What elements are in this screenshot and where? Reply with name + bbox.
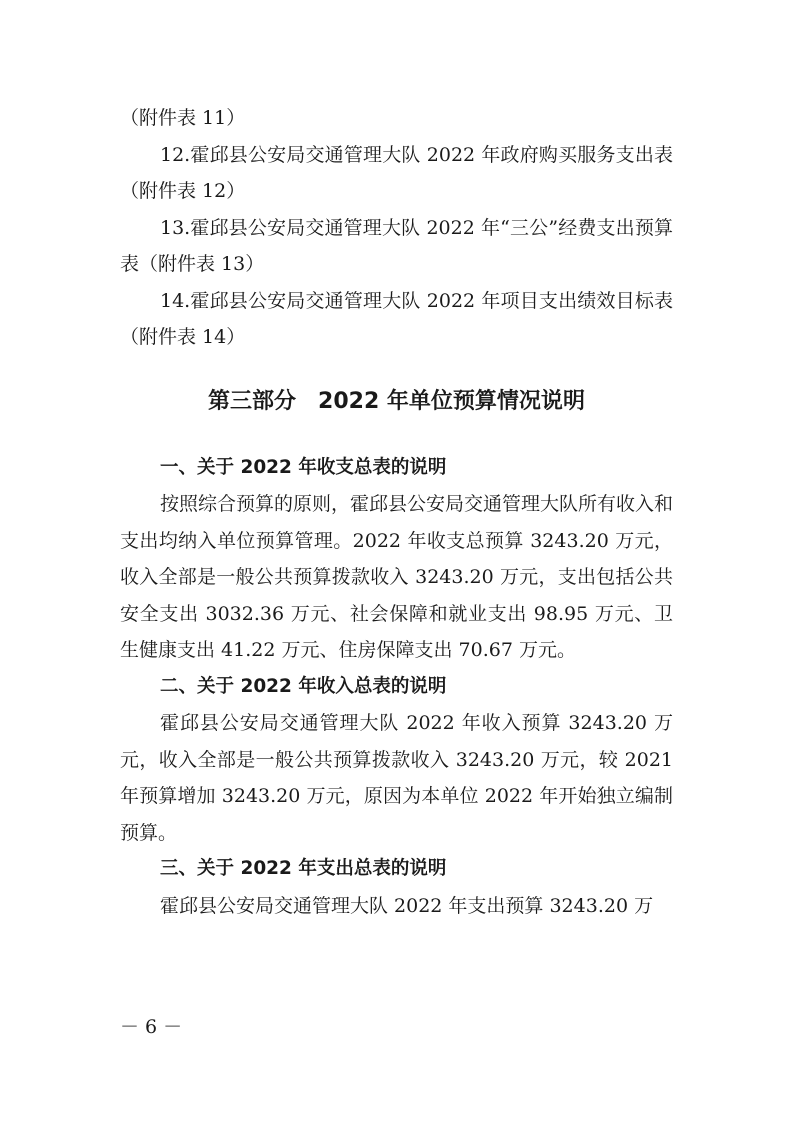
section-body-2: 霍邱县公安局交通管理大队 2022 年收入预算 3243.20 万元，收入全部是一般公共预算拨款收入 3243.20 万元，较 2021 年预算增加 3243.20 万元，原因为本单位 2022 年开始独立编制预算。 (120, 712, 673, 844)
section-heading-1: 一、关于 2022 年收支总表的说明 (160, 456, 447, 478)
attachment-item-14: 14.霍邱县公安局交通管理大队 2022 年项目支出绩效目标表（附件表 14） (120, 289, 673, 348)
section-heading-3: 三、关于 2022 年支出总表的说明 (160, 858, 447, 879)
section-heading-2: 二、关于 2022 年收入总表的说明 (160, 675, 447, 697)
attachment-item-12: 12.霍邱县公安局交通管理大队 2022 年政府购买服务支出表（附件表 12） (120, 143, 673, 202)
page-content (120, 100, 673, 924)
section-body-3: 霍邱县公安局交通管理大队 2022 年支出预算 3243.20 万 (160, 894, 654, 917)
section-body-1: 按照综合预算的原则，霍邱县公安局交通管理大队所有收入和支出均纳入单位预算管理。2022 年收支总预算 3243.20 万元，收入全部是一般公共预算拨款收入 3243.20 万元，支出包括公共安全支出 3032.36 万元、社会保障和就业支出 98.95 万元、卫生健康支出 41.22 万元、住房保障支出 70.67 万元。 (120, 493, 674, 661)
part-title: 第三部分 2022 年单位预算情况说明 (208, 388, 585, 414)
page-number: － 6 － (120, 1016, 183, 1038)
attachment-item-11-tail: （附件表 11） (120, 107, 246, 129)
attachment-item-13: 13.霍邱县公安局交通管理大队 2022 年“三公”经费支出预算表（附件表 13） (120, 216, 673, 275)
